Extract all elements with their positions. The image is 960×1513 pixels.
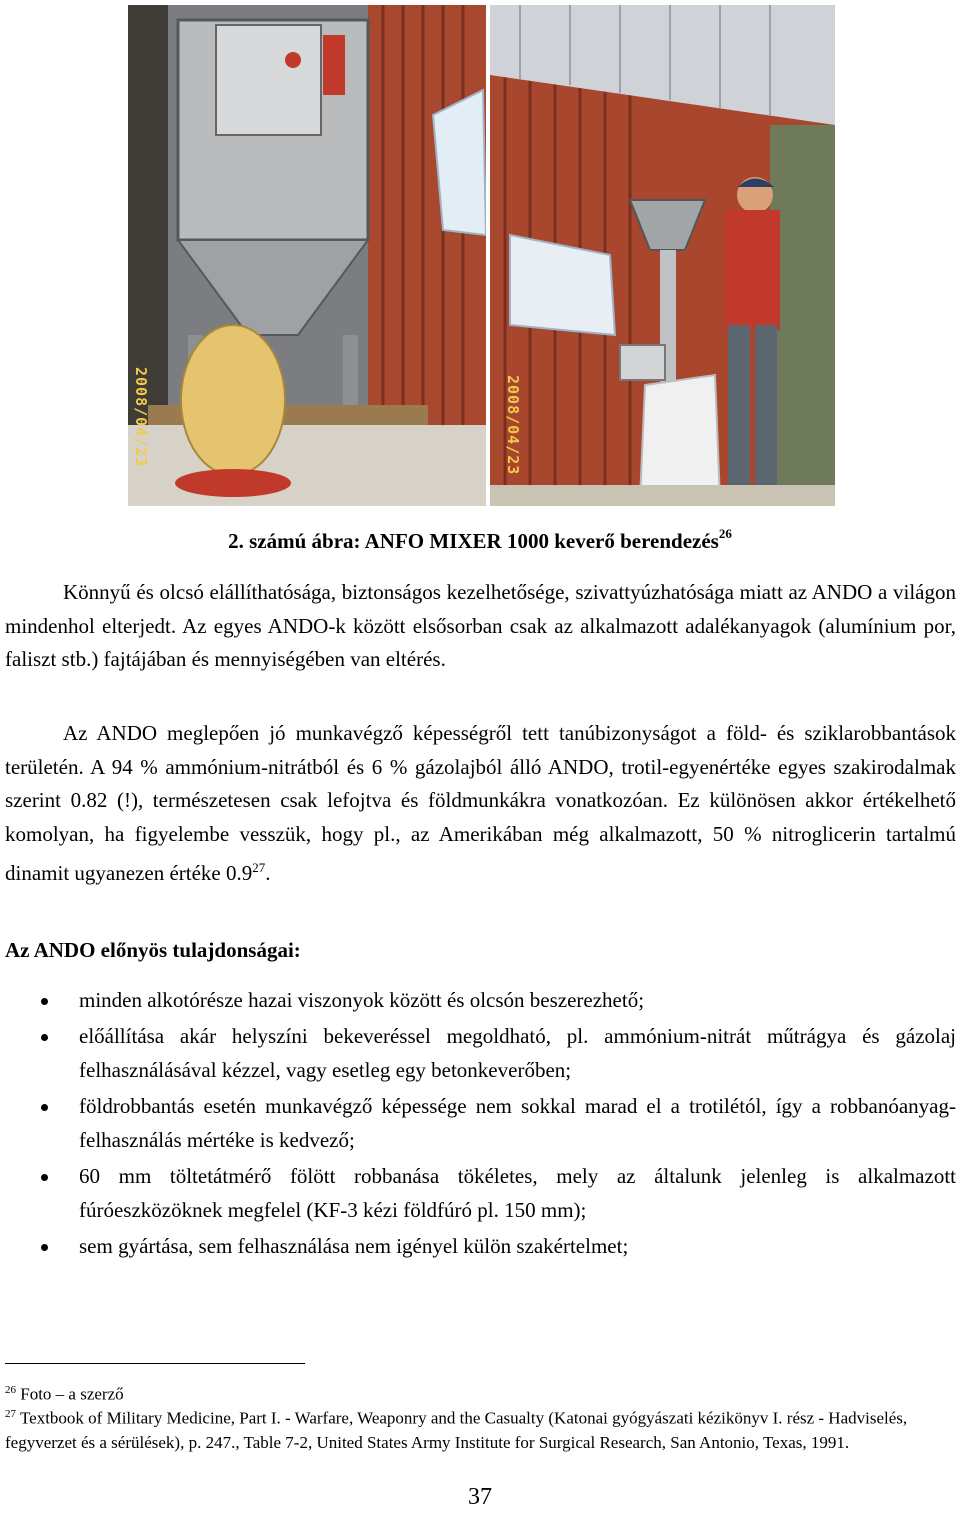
- list-item: [0, 1019, 956, 1087]
- footnote-ref-26[interactable]: 26: [718, 526, 732, 541]
- mixer-machine-illustration: [128, 5, 486, 506]
- figure-caption: [0, 528, 960, 554]
- footnote-ref-27[interactable]: 27: [252, 860, 266, 875]
- list-item: [0, 1089, 956, 1157]
- bullet-icon: [41, 1174, 48, 1181]
- advantages-heading: Az ANDO előnyös tulajdonságai:: [5, 938, 301, 962]
- bullet-icon: [41, 1104, 48, 1111]
- list-item: [0, 1229, 956, 1263]
- footnote-27: [5, 1402, 955, 1455]
- footnote-text: Foto – a szerző: [20, 1384, 124, 1404]
- list-item-text: sem gyártása, sem felhasználása nem igényel külön szakértelmet;: [79, 1234, 629, 1258]
- bullet-icon: [41, 1244, 48, 1251]
- footnote-number: 26: [5, 1384, 16, 1396]
- list-item-text: minden alkotórésze hazai viszonyok között és olcsón beszerezhető;: [79, 988, 645, 1012]
- paragraph-1-text: Könnyű és olcsó elállíthatósága, biztonságos kezelhetősége, szivattyúzhatósága miatt az ANDO a világon mindenhol elterjedt. Az egyes ANDO-k között elsősorban csak az alkalmazott adalékanyagok (alumínium por, faliszt stb.) fajtájában és mennyiségében van eltérés.: [5, 580, 956, 671]
- advantages-list: [0, 983, 956, 1265]
- list-item: [0, 983, 956, 1017]
- list-item: [0, 1159, 956, 1227]
- paragraph-2: [5, 717, 956, 891]
- mixer-operator-illustration: [490, 5, 835, 506]
- footnote-text: Textbook of Military Medicine, Part I. - Warfare, Weaponry and the Casualty (Katonai gyógyászati kézikönyv I. rész - Hadviselés, fegyverzet és a sérülések), p. 247., Table 7-2, United States Army Institute for Surgical Research, San Antonio, Texas, 1991.: [5, 1408, 908, 1452]
- list-item-text: előállítása akár helyszíni bekeveréssel megoldható, pl. ammónium-nitrát műtrágya és gázolaj felhasználásával kézzel, vagy esetleg egy betonkeverőben;: [79, 1024, 956, 1082]
- list-item-text: 60 mm töltetátmérő fölött robbanása tökéletes, mely az általunk jelenleg is alkalmazott fúróeszközöknek megfelel (KF-3 kézi földfúró pl. 150 mm);: [79, 1164, 956, 1222]
- footnote-divider: [5, 1363, 305, 1364]
- page-number: 37: [468, 1484, 492, 1510]
- photo-anfo-mixer-right: [490, 5, 835, 506]
- footnote-number: 27: [5, 1408, 16, 1420]
- paragraph-2-end: .: [265, 861, 271, 885]
- bullet-icon: [41, 1034, 48, 1041]
- date-stamp-left: 2008/04/23: [132, 367, 150, 468]
- bullet-icon: [41, 998, 48, 1005]
- date-stamp-right: 2008/04/23: [504, 375, 522, 476]
- figure-caption-text: 2. számú ábra: ANFO MIXER 1000 keverő berendezés: [228, 529, 719, 553]
- paragraph-2-text: Az ANDO meglepően jó munkavégző képességről tett tanúbizonyságot a föld- és sziklarobbantások területén. A 94 % ammónium-nitrátból és 6 % gázolajból álló ANDO, trotil-egyenértéke egyes szakirodalmak szerint 0.82 (!), természetesen csak lefojtva és földmunkákra vonatkozóan. Ez különösen akkor értékelhető komolyan, ha figyelembe vesszük, hogy pl., az Amerikában még alkalmazott, 50 % nitroglicerin tartalmú dinamit ugyanezen értéke 0.9: [5, 721, 956, 885]
- paragraph-1: [5, 576, 956, 677]
- list-item-text: földrobbantás esetén munkavégző képessége nem sokkal marad el a trotilétól, így a robbanóanyag-felhasználás mértéke is kedvező;: [79, 1094, 956, 1152]
- photo-anfo-mixer-left: [128, 5, 486, 506]
